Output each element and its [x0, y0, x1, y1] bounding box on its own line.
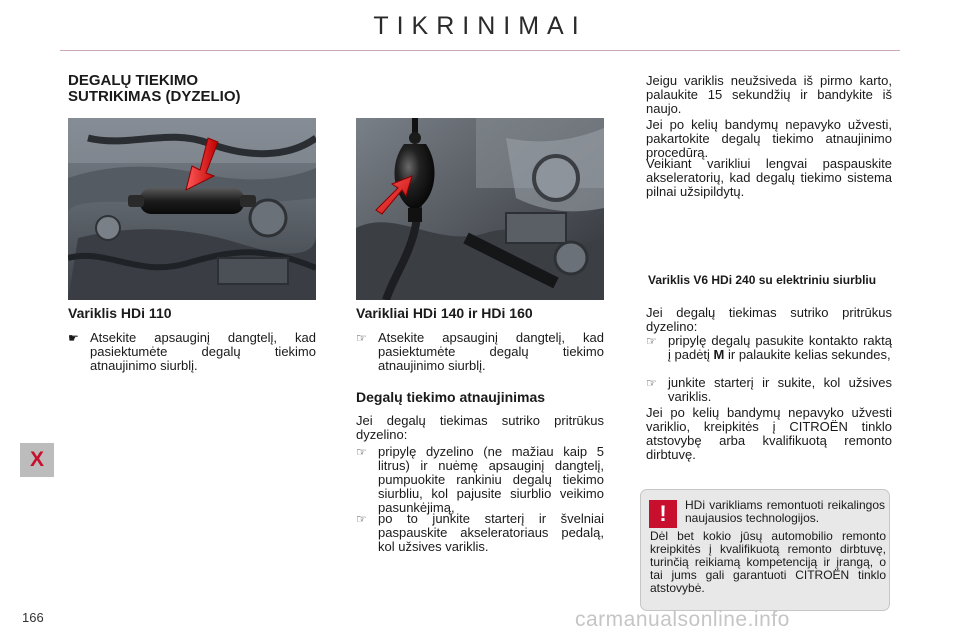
v6-intro: Jei degalų tiekimas sutriko pritrūkus dyzelino:: [646, 305, 892, 334]
v6-step-1-text: [646, 334, 892, 362]
reprime-step-2-text: po to junkite starterį ir švelniai paspauskite akseleratoriaus pedalą, kol užsives variklis.: [378, 511, 604, 554]
v6-step-1-key-position: M: [713, 347, 725, 362]
v6-step-2-text: junkite starterį ir sukite, kol užsives variklis.: [668, 375, 892, 404]
section-heading-line2: SUTRIKIMAS (DYZELIO): [68, 88, 241, 105]
pointing-hand-icon: ☞: [646, 334, 657, 348]
middle-bullet: [356, 331, 604, 373]
notice-body: Dėl bet kokio jūsų automobilio remonto kreipkitės į kvalifikuotą remonto dirbtuvę, turinčią reikiamą kompetenciją ir įrangą, o tai jums gali garantuoti CITROËN tinklo atstovybė.: [650, 529, 886, 595]
warning-icon: !: [649, 500, 677, 528]
section-heading-line1: DEGALŲ TIEKIMO: [68, 72, 198, 89]
caption-hdi140-160: Varikliai HDi 140 ir HDi 160: [356, 305, 533, 321]
v6-outro: Jei po kelių bandymų nepavyko užvesti variklio, kreipkitės į CITROËN tinklo atstovybę arba kvalifikuotą remonto dirbtuvę.: [646, 405, 892, 462]
right-paragraph-3: Veikiant varikliui lengvai paspauskite akseleratorių, kad degalų tiekimo sistema pilnai užsipildytų.: [646, 156, 892, 199]
engine-photo-hdi140-160-drawing: [356, 118, 604, 300]
page-title: TIKRINIMAI: [373, 12, 587, 40]
pointing-hand-icon: ☞: [356, 512, 367, 526]
warning-notice: [640, 489, 890, 611]
right-paragraph-1: Jeigu variklis neužsiveda iš pirmo karto, palaukite 15 sekundžių ir bandykite iš naujo.: [646, 73, 892, 116]
left-bullet: [68, 331, 316, 373]
pointing-hand-icon: ☞: [356, 445, 367, 459]
v6-heading: Variklis V6 HDi 240 su elektriniu siurbliu: [648, 273, 877, 287]
v6-step-1: [646, 334, 892, 362]
reprime-step-2: [356, 512, 604, 554]
pointing-hand-icon: ☛: [68, 331, 79, 345]
middle-bullet-text: Atsekite apsauginį dangtelį, kad pasiektumėte degalų tiekimo atnaujinimo siurblį.: [378, 330, 604, 373]
notice-intro: HDi varikliams remontuoti reikalingos naujausios technologijos.: [685, 498, 885, 525]
reprime-step-1: [356, 445, 604, 515]
pointing-hand-icon: ☞: [646, 376, 657, 390]
fuel-reprime-heading: Degalų tiekimo atnaujinimas: [356, 389, 546, 405]
section-heading: [68, 73, 298, 105]
chapter-tab[interactable]: X: [20, 443, 54, 477]
reprime-step-1-text: pripylę dyzelino (ne mažiau kaip 5 litrus) ir nuėmę apsauginį dangtelį, pumpuokite rankiniu degalų tiekimo siurbliu, kol pajusite siurblio veikimo pasunkėjimą,: [378, 444, 604, 515]
page-number: 166: [22, 610, 44, 625]
header-divider: [60, 50, 900, 51]
v6-step-1-pre: pripylę degalų pasukite kontakto raktą į padėtį: [668, 333, 892, 362]
v6-step-1-post: ir palaukite kelias sekundes,: [724, 347, 891, 362]
engine-photo-hdi110: [68, 118, 316, 300]
left-bullet-text: Atsekite apsauginį dangtelį, kad pasiektumėte degalų tiekimo atnaujinimo siurblį.: [90, 330, 316, 373]
caption-hdi110: Variklis HDi 110: [68, 305, 172, 321]
pointing-hand-icon: ☞: [356, 331, 367, 345]
engine-photo-hdi110-drawing: [68, 118, 316, 300]
right-paragraph-2: Jei po kelių bandymų nepavyko užvesti, pakartokite degalų tiekimo atnaujinimo procedūrą.: [646, 117, 892, 160]
v6-step-2: [646, 376, 892, 404]
watermark: carmanualsonline.info: [575, 608, 790, 631]
fuel-reprime-intro: Jei degalų tiekimas sutriko pritrūkus dyzelino:: [356, 413, 604, 442]
engine-photo-hdi140-160: [356, 118, 604, 300]
